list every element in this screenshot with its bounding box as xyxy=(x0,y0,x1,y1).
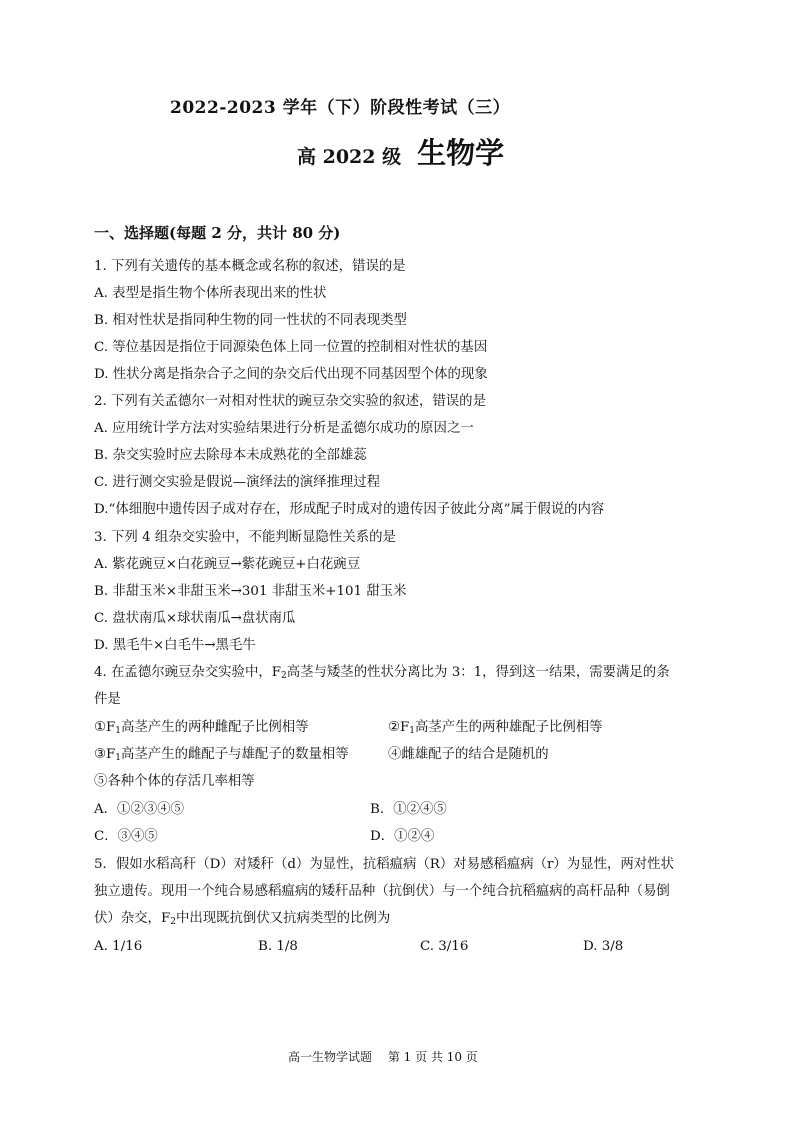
q4-stem: 4. 在孟德尔豌豆杂交实验中，$F_2$高茎与矮茎的性状分离比为 3：1，得到这一结果，需要满足的条 xyxy=(94,665,670,681)
q3-stem: 3. 下列 4 组杂交实验中，不能判断显隐性关系的是 xyxy=(94,530,396,545)
page-footer: 高一生物学试题 第 1 页 共 10 页 xyxy=(288,1050,478,1064)
q2-stem: 2. 下列有关孟德尔一对相对性状的豌豆杂交实验的叙述，错误的是 xyxy=(94,394,486,409)
q2-option-b: B. 杂交实验时应去除母本未成熟花的全部雄蕊 xyxy=(94,448,367,463)
q4-option-c: C．③④⑤ xyxy=(94,829,158,844)
q2-option-c: C. 进行测交实验是假说—演绎法的演绎推理过程 xyxy=(94,475,381,490)
q2-option-d: D.“体细胞中遗传因子成对存在，形成配子时成对的遗传因子彼此分离”属于假说的内容 xyxy=(94,502,605,517)
q4-condition-2: $②F_1$高茎产生的两种雄配子比例相等 xyxy=(388,720,603,736)
q3-option-b: B. 非甜玉米×非甜玉米→301 非甜玉米+101 甜玉米 xyxy=(94,584,407,599)
q5-stem-line3: 伏）杂交，$F_2$中出现既抗倒伏又抗病类型的比例为 xyxy=(94,911,391,927)
q4-condition-3: $③F_1$高茎产生的雌配子与雄配子的数量相等 xyxy=(94,747,349,763)
q5-option-b: B. 1/8 xyxy=(258,939,298,954)
grade-label: 高 2022 级 xyxy=(297,146,402,168)
q3-option-c: C. 盘状南瓜×球状南瓜→盘状南瓜 xyxy=(94,611,296,626)
q3-option-d: D. 黑毛牛×白毛牛→黑毛牛 xyxy=(94,638,256,653)
q5-stem-line1: 5．假如水稻高秆（D）对矮秆（d）为显性，抗稻瘟病（R）对易感稻瘟病（r）为显性，两对性状 xyxy=(94,857,674,872)
grade-subject-heading xyxy=(297,131,504,172)
q1-option-b: B. 相对性状是指同种生物的同一性状的不同表现类型 xyxy=(94,313,407,328)
q3-option-a: A. 紫花豌豆×白花豌豆→紫花豌豆+白花豌豆 xyxy=(94,557,361,572)
q4-option-b: B．①②④⑤ xyxy=(370,802,447,817)
q4-condition-5: ⑤各种个体的存活几率相等 xyxy=(94,774,255,789)
section-title: 一、选择题(每题 2 分，共计 80 分) xyxy=(94,224,341,242)
q4-option-d: D．①②④ xyxy=(370,829,435,844)
q1-option-c: C. 等位基因是指位于同源染色体上同一位置的控制相对性状的基因 xyxy=(94,340,488,355)
q4-option-a: A．①②③④⑤ xyxy=(94,802,185,817)
q1-stem: 1. 下列有关遗传的基本概念或名称的叙述，错误的是 xyxy=(94,259,406,274)
q2-option-a: A. 应用统计学方法对实验结果进行分析是孟德尔成功的原因之一 xyxy=(94,421,474,436)
q4-condition-1: $①F_1$高茎产生的两种雌配子比例相等 xyxy=(94,720,309,736)
q1-option-a: A. 表型是指生物个体所表现出来的性状 xyxy=(94,286,327,301)
q4-condition-4: ④雌雄配子的结合是随机的 xyxy=(388,747,549,762)
exam-title: 2022-2023 学年（下）阶段性考试（三） xyxy=(170,98,511,118)
subject-title: 生物学 xyxy=(417,136,505,170)
q1-option-d: D. 性状分离是指杂合子之间的杂交后代出现不同基因型个体的现象 xyxy=(94,367,488,382)
q5-option-d: D. 3/8 xyxy=(583,939,624,954)
q5-stem-line2: 独立遗传。现用一个纯合易感稻瘟病的矮秆品种（抗倒伏）与一个纯合抗稻瘟病的高杆品种（易倒 xyxy=(94,884,670,899)
q4-stem-line2: 件是 xyxy=(94,692,121,707)
q5-option-a: A. 1/16 xyxy=(94,939,143,954)
q5-option-c: C. 3/16 xyxy=(420,939,469,954)
